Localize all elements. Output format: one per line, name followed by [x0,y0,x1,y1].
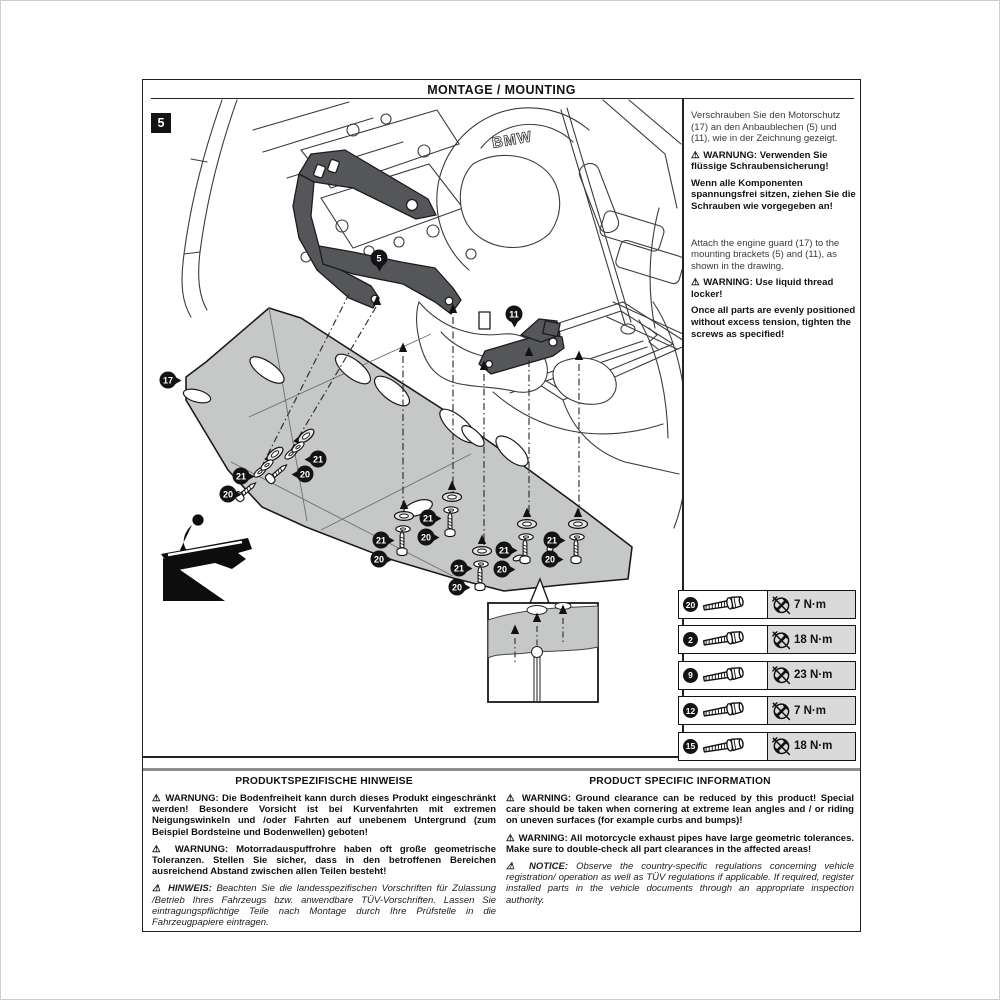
callout-badge-20: 20 [371,551,388,568]
torque-row-part-cell [679,697,767,724]
torque-wrench-icon [771,665,791,685]
warning-icon: ⚠ [152,793,165,804]
torque-row-part-2 [678,625,856,654]
callout-badge-21: 21 [544,532,561,549]
torque-row-part-15 [678,732,856,761]
callout-badge-17: 17 [160,372,177,389]
callout-badge-21: 21 [373,532,390,549]
paragraph-prefix: WARNING: [518,832,571,844]
instructions-german [691,110,858,213]
torque-row-part-cell [679,662,767,689]
paragraph-prefix: HINWEIS: [168,883,217,895]
torque-row-value-cell [767,626,855,653]
warning-paragraph: ⚠ WARNING: Use liquid thread locker! [691,277,834,300]
warning-icon: ⚠ [152,843,174,855]
warning-icon: ⚠ [506,793,521,804]
note-paragraph: Once all parts are evenly positioned without excess tension, tighten the screws as specified! [691,305,856,340]
diagram-line-art [144,99,684,758]
engine-logo-text: BMW [490,128,534,152]
bolt-icon [699,697,748,724]
callout-badge-20: 20 [418,529,435,546]
torque-table [678,590,856,767]
intro-paragraph: Attach the engine guard (17) to the mounting brackets (5) and (11), as shown in the drawing. [691,237,840,273]
callout-badge-11: 11 [506,306,523,323]
callout-badge-21: 21 [233,468,250,485]
torque-row-part-9 [678,661,856,690]
callout-badge-20: 20 [220,486,237,503]
paragraph-prefix: WARNING: [521,793,576,804]
torque-wrench-icon [771,595,791,615]
torque-wrench-icon [771,736,791,756]
torque-row-value-cell [767,733,855,760]
callout-badge-5: 5 [371,250,388,267]
paragraph-prefix: WARNUNG: [703,149,760,161]
callout-badge-20: 20 [449,579,466,596]
part-number-badge: 2 [683,632,698,647]
mounting-diagram [144,99,684,758]
warning-icon: ⚠ [691,277,703,289]
torque-row-part-cell [679,626,767,653]
bolt-icon [699,591,748,618]
bolt-icon [699,662,748,689]
paragraph-prefix: NOTICE: [528,861,577,873]
torque-wrench-icon [771,701,791,721]
torque-value: 18 N·m [794,740,833,753]
product-notes-german [152,776,496,934]
paragraph-prefix: WARNUNG: [174,843,237,855]
warning-paragraph: ⚠ WARNUNG: Die Bodenfreiheit kann durch dieses Produkt eingeschränkt werden! Besondere Vorsicht ist bei Kurvenfahrten mit extremen Neigungswinkeln und /oder Fahrten auf unebenem Untergrund (zum Beispiel Bordsteine und Bodenwellen) geboten! [152,793,496,838]
torque-row-value-cell [767,697,855,724]
callout-badge-21: 21 [310,451,327,468]
part-number-badge: 9 [683,668,698,683]
paragraph-prefix: WARNUNG: [165,793,222,804]
page-title: MONTAGE / MOUNTING [427,83,576,97]
intro-paragraph: Verschrauben Sie den Motorschutz (17) an den Anbaublechen (5) und (11), wie in der Zeichnung gezeigt. [691,110,841,145]
torque-value: 23 N·m [794,669,833,682]
callout-badge-20: 20 [297,466,314,483]
callout-badge-21: 21 [451,560,468,577]
warning-paragraph: ⚠ WARNUNG: Verwenden Sie flüssige Schraubensicherung! [691,149,829,173]
warning-icon: ⚠ [506,832,518,844]
section-separator [143,768,860,771]
torque-value: 18 N·m [794,633,833,646]
product-notes-english-title: PRODUCT SPECIFIC INFORMATION [589,776,771,787]
note-paragraph: Wenn alle Komponenten spannungsfrei sitzen, ziehen Sie die Schrauben wie vorgegeben an! [691,177,856,212]
bolt-icon [699,733,748,760]
callout-badge-20: 20 [542,551,559,568]
callout-badge-21: 21 [496,542,513,559]
callout-badge-21: 21 [420,510,437,527]
warning-icon: ⚠ [152,883,168,895]
warning-paragraph: ⚠ WARNING: All motorcycle exhaust pipes have large geometric tolerances. Make sure to double-check all part clearances in the affected areas! [506,832,855,855]
manual-page [142,79,861,932]
torque-wrench-icon [771,630,791,650]
mounting-bracket-5 [293,150,461,314]
product-notes-english [506,776,854,912]
torque-row-part-20 [678,590,856,619]
callout-badge-20: 20 [494,561,511,578]
bolt-icon [699,627,748,654]
torque-row-value-cell [767,662,855,689]
part-number-badge: 20 [683,597,698,612]
torque-row-part-cell [679,591,767,618]
notice-paragraph: ⚠ HINWEIS: Beachten Sie die landesspezifischen Vorschriften für Zulassung /Betrieb Ihres Fahrzeugs bzw. anwendbare TÜV-Vorschriften. Lassen Sie eintragungspflichtige Teile nach Montage durch Ihre Prüfstelle in die Fahrzeugpapiere eintragen. [152,883,496,929]
warning-paragraph: ⚠ WARNING: Ground clearance can be reduced by this product! Special care should be taken when cornering at extreme lean angles and / or riding on uneven surfaces (for example curbs and bumps)! [506,793,855,827]
torque-value: 7 N·m [794,704,826,717]
detail-inset-box [488,579,598,702]
notice-paragraph: ⚠ NOTICE: Observe the country-specific regulations concerning vehicle registration/ operation as well as TÜV regulations if applicable. If required, register installed parts in the vehicle documents through an appropriate inspection authority. [506,861,854,906]
torque-row-part-12 [678,696,856,725]
step-number-badge: 5 [151,113,171,133]
warning-icon: ⚠ [506,861,528,873]
warning-icon: ⚠ [691,149,703,161]
diagram-frame-bottom [143,756,684,758]
torque-value: 7 N·m [794,598,826,611]
instructions-english [691,238,858,341]
torque-row-value-cell [767,591,855,618]
no-step-icon [161,514,252,601]
product-notes-german-title: PRODUKTSPEZIFISCHE HINWEISE [235,776,413,787]
part-number-badge: 12 [683,703,698,718]
instruction-text-column [691,110,858,345]
warning-paragraph: ⚠ WARNUNG: Motorradauspuffrohre haben oft große geometrische Toleranzen. Stellen Sie sicher, dass in den betroffenen Bereichen ausreichend Abstand zwischen allen Teilen besteht! [152,843,497,878]
part-number-badge: 15 [683,739,698,754]
paragraph-prefix: WARNING: [703,277,756,289]
torque-row-part-cell [679,733,767,760]
